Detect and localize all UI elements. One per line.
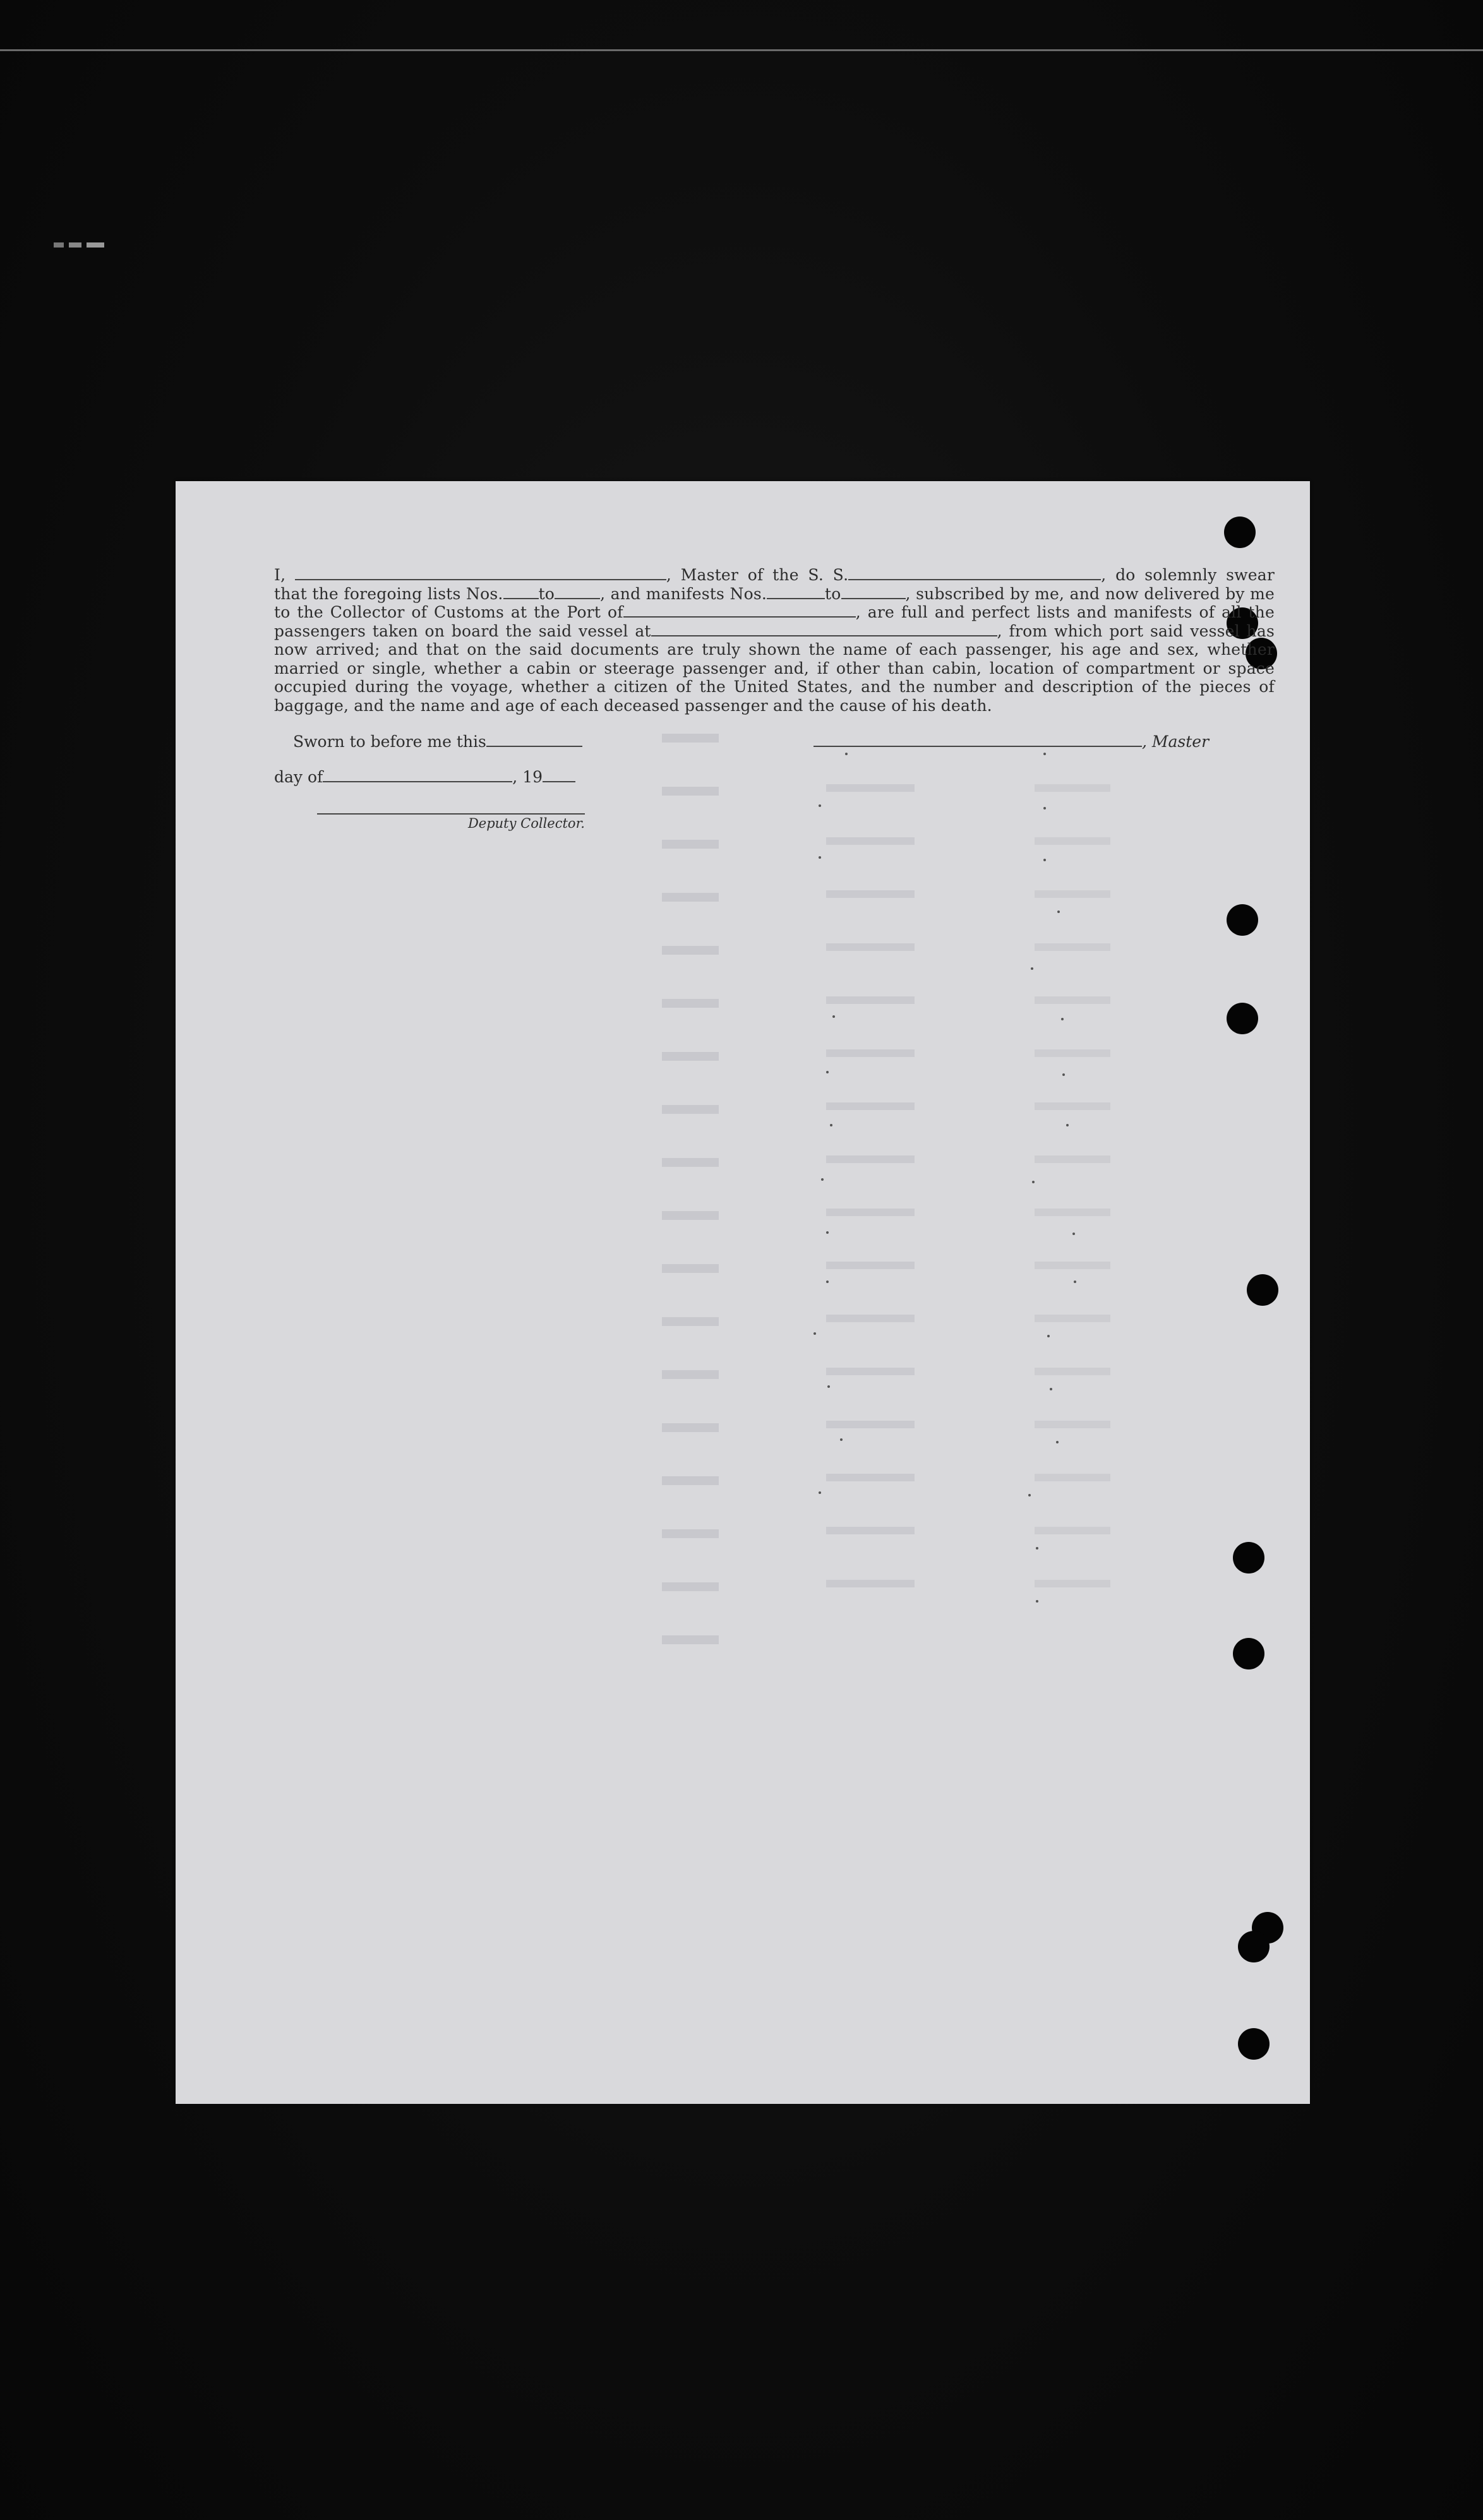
month-blank	[323, 768, 512, 782]
day-of-text: day of	[274, 768, 323, 786]
binder-hole	[1227, 904, 1258, 936]
oath-text: , Master of the S. S.	[666, 566, 849, 584]
oath-text: , and manifests Nos.	[600, 584, 767, 603]
sworn-day-blank	[486, 733, 582, 747]
manifest-from-blank	[767, 585, 825, 599]
list-to-blank	[555, 585, 600, 599]
oath-text: , are full and perfect lists and manifests of all the passengers taken on board the said vessel at	[274, 603, 1275, 640]
deputy-signature-blank	[317, 801, 585, 815]
binder-hole	[1247, 1274, 1278, 1306]
bleed-through-column	[662, 734, 719, 1668]
departure-port-blank	[651, 623, 997, 636]
ink-speck	[1031, 967, 1033, 970]
manifest-to-blank	[841, 585, 906, 599]
ink-speck	[814, 1332, 816, 1335]
bleed-through-column	[826, 784, 915, 1605]
binder-hole	[1238, 2028, 1270, 2060]
binder-hole	[1224, 517, 1256, 548]
year-prefix-text: , 19	[512, 768, 543, 786]
ink-speck	[819, 856, 821, 859]
binder-hole	[1233, 1542, 1264, 1574]
film-edge-mark	[54, 242, 104, 248]
ink-speck	[1028, 1494, 1031, 1496]
master-label: , Master	[1142, 732, 1210, 751]
binder-hole	[1227, 1003, 1258, 1034]
master-oath-paragraph	[274, 566, 1275, 715]
binder-hole	[1238, 1931, 1270, 1962]
day-of-line	[274, 768, 575, 786]
port-blank	[623, 604, 856, 618]
document-sheet	[176, 481, 1310, 2104]
list-from-blank	[503, 585, 539, 599]
master-signature-line	[814, 732, 1209, 751]
deputy-collector-block	[317, 801, 585, 831]
binder-hole	[1233, 1638, 1264, 1669]
ink-speck	[821, 1178, 824, 1181]
master-name-blank	[295, 566, 666, 580]
sworn-text: Sworn to before me this	[293, 732, 486, 751]
oath-text: , do solemnly swear that the foregoing lists Nos.	[274, 566, 1275, 603]
ship-name-blank	[848, 566, 1101, 580]
ink-speck	[1043, 753, 1046, 755]
film-top-rule	[0, 49, 1483, 51]
year-blank	[543, 768, 575, 782]
oath-text: I,	[274, 566, 295, 584]
deputy-collector-label: Deputy Collector.	[467, 816, 585, 831]
oath-text: , subscribed by me, and now delivered by me to the Collector of Customs at the Port of	[274, 584, 1275, 621]
ink-speck	[845, 753, 848, 755]
ink-speck	[819, 804, 821, 807]
bleed-through-column	[1035, 784, 1110, 1605]
master-signature-blank	[814, 733, 1142, 747]
oath-text: to	[538, 584, 555, 603]
ink-speck	[819, 1491, 821, 1494]
sworn-line	[293, 732, 582, 751]
oath-text: , from which port said vessel has now arrived; and that on the said documents are truly shown the name of each passenger, his age and sex, whether married or single, whether a cabin or steerage passenger and, if other than cabin, location of compartment or space occupied during the voyage, whether a citizen of the United States, and the number and description of the pieces of baggage, and the name and age of each deceased passenger and the cause of his death.	[274, 621, 1275, 715]
oath-text: to	[825, 584, 841, 603]
